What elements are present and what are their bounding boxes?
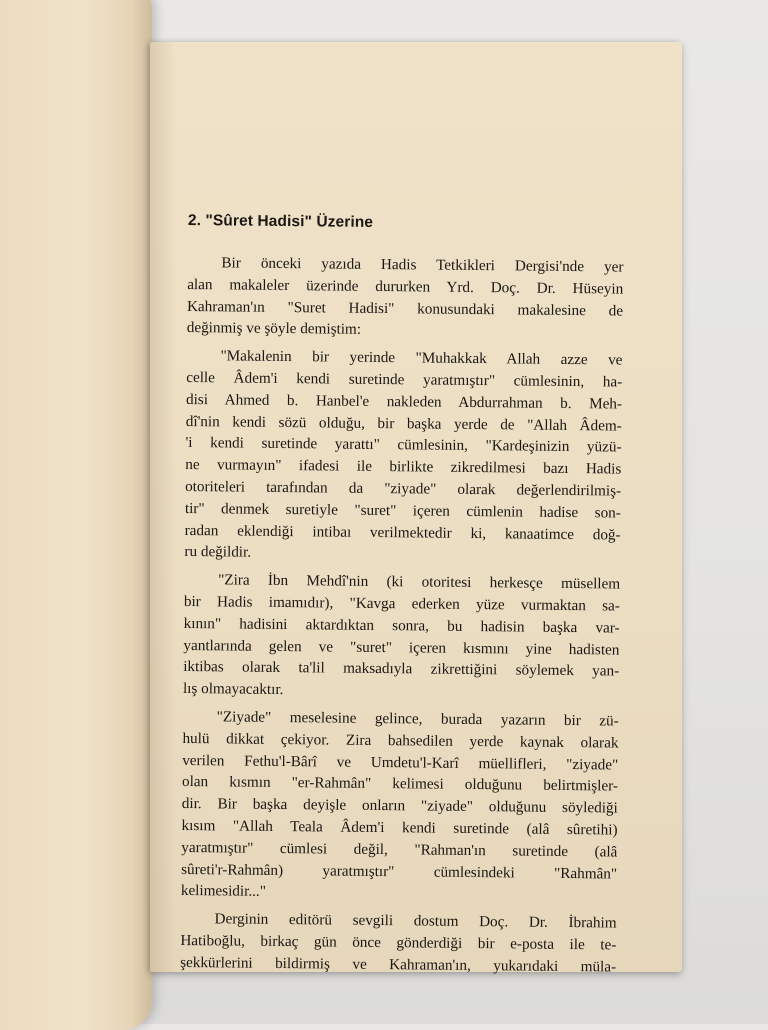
text-line: dir. Bir başka deyişle onların "ziyade" olduğunu söylediği: [181, 795, 618, 817]
text-line: bir Hadis imamıdır), "Kavga ederken yüze vurmaktan sa-: [183, 592, 620, 615]
text-line: kının" hadisini aktardıktan sonra, bu hadisin başka var-: [183, 614, 620, 637]
text-line: celle Âdem'i kendi suretinde yaratmıştır" cümlesinin, ha-: [186, 368, 623, 391]
text-line: "Makalenin bir yerinde "Muhakkak Allah azze ve: [220, 347, 623, 369]
paragraph-2-quote: [184, 345, 622, 568]
section-heading: 2. "Sûret Hadisi" Üzerine: [187, 212, 374, 231]
text-line: ru değildir.: [184, 543, 252, 562]
text-line: alan makaleler üzerinde dururken Yrd. Doç. Dr. Hüseyin: [187, 275, 624, 298]
text-line: iktibas olarak ta'lil maksadıyla zikrettiğini söylemek yan-: [183, 658, 620, 680]
text-line: 'i kendi suretinde yarattı" cümlesinin, "Kardeşinizin yüzü-: [185, 434, 622, 456]
text-line: şekkürlerini bildirmiş ve Kahraman'ın, yukarıdaki müla-: [180, 953, 617, 976]
text-line: sûreti'r-Rahmân) yaratmıştır" cümlesindeki "Rahmân": [181, 860, 618, 883]
text-line: ne vurmayın" ifadesi ile birlikte zikredilmesi bazı Hadis: [185, 456, 622, 478]
text-line: yaratmıştır" cümlesi değil, "Rahman'ın suretinde (alâ: [181, 838, 618, 861]
text-line: radan eklendiği intibaı verilmektedir ki, kanaatimce doğ-: [184, 521, 621, 544]
text-line: otoriteleri tarafından da "ziyade" olarak değerlendirilmiş-: [185, 477, 622, 500]
text-line: "Ziyade" meselesine gelince, burada yazarın bir zü-: [216, 708, 619, 730]
text-line: verilen Fethu'l-Bârî ve Umdetu'l-Karî müellifleri, "ziyade": [182, 751, 619, 774]
text-line: Hatiboğlu, birkaç gün önce gönderdiği bir e-posta ile te-: [180, 931, 617, 954]
text-line: disi Ahmed b. Hanbel'e nakleden Abdurrahman b. Meh-: [185, 390, 623, 413]
text-line: kısım "Allah Teala Âdem'i kendi suretinde (alâ sûretihi): [181, 816, 618, 839]
text-line: kelimesidir...": [180, 882, 267, 901]
text-line: lış olmayacaktır.: [182, 680, 284, 699]
text-line: "Zira İbn Mehdî'nin (ki otoritesi herkesçe müsellem: [218, 571, 621, 593]
page-text: [180, 212, 624, 984]
paragraph-5: [180, 908, 617, 978]
text-line: Bir önceki yazıda Hadis Tetkikleri Dergisi'nde yer: [221, 254, 624, 276]
paragraph-3-quote: [183, 569, 620, 704]
text-line: Derginin editörü sevgili dostum Doç. Dr. İbrahim: [214, 910, 617, 932]
paragraph-4-quote: [181, 706, 619, 907]
text-line: hulü dikkat çekiyor. Zira bahsedilen yerde kaynak olarak: [182, 729, 619, 752]
paragraph-1: [187, 252, 624, 344]
left-page-edge: [0, 0, 152, 1030]
text-line: olan kısmın "er-Rahmân" kelimesi olduğunu belirtmişler-: [181, 773, 619, 795]
text-line: tir" denmek suretiyle "suret" içeren cümlenin hadise son-: [184, 499, 621, 522]
text-line: Kahraman'ın "Suret Hadisi" konusundaki makalesine de: [186, 297, 624, 320]
text-line: yantlarında gelen ve "suret" içeren kısmını yine hadisten: [183, 636, 620, 659]
book-page: [150, 42, 682, 976]
text-line: dî'nin kendi sözü olduğu, bir başka yerde de "Allah Âdem-: [185, 412, 622, 435]
text-line: değinmiş ve şöyle demiştim:: [186, 319, 362, 339]
